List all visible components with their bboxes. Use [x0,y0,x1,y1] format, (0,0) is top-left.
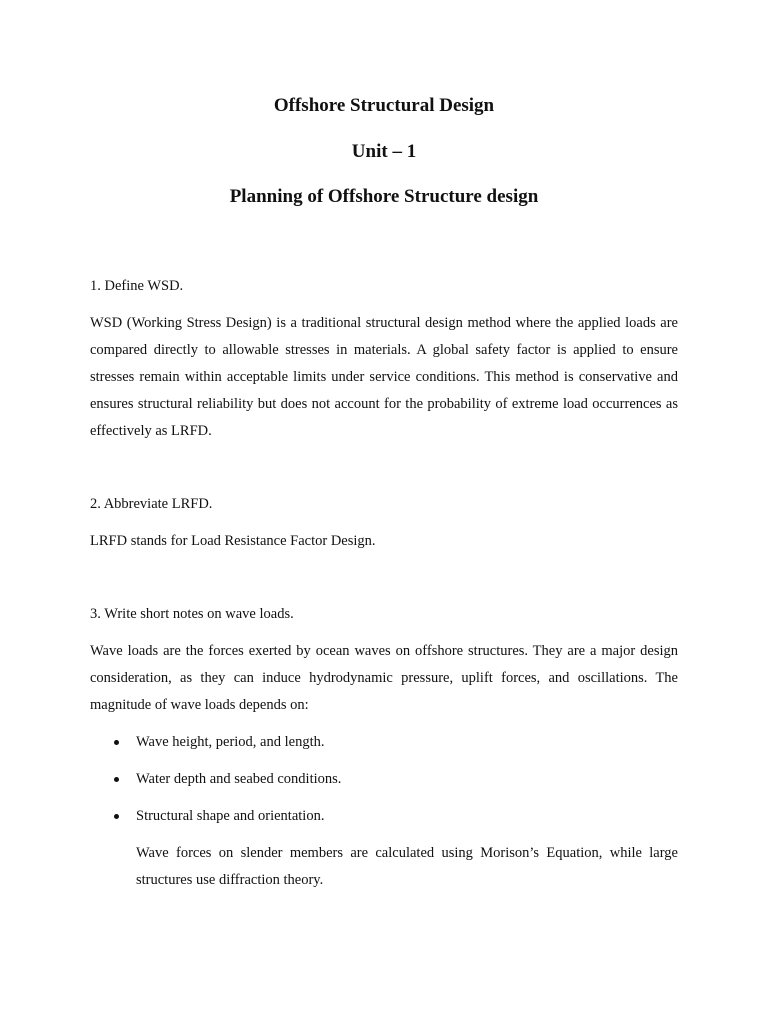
question-2: 2. Abbreviate LRFD. [90,496,213,512]
list-item [90,729,678,756]
wave-load-factors-list [90,729,678,830]
bullet-icon [114,814,119,819]
closing-paragraph: Wave forces on slender members are calculated using Morison’s Equation, while large structures use diffraction theory. [136,845,678,888]
list-item [90,803,678,830]
answer-1: WSD (Working Stress Design) is a traditional structural design method where the applied loads are compared directly to allowable stresses in materials. A global safety factor is applied to ensure stresses remain within acceptable limits under service conditions. This method is conservative and ensures structural reliability but does not account for the probability of extreme load occurrences as effectively as LRFD. [90,315,678,439]
section-2 [90,491,678,555]
document-title: Offshore Structural Design [273,95,495,116]
question-3: 3. Write short notes on wave loads. [90,606,294,622]
answer-2: LRFD stands for Load Resistance Factor Design. [90,533,376,549]
answer-3: Wave loads are the forces exerted by ocean waves on offshore structures. They are a major design consideration, as they can induce hydrodynamic pressure, uplift forces, and oscillations. The magnitude of wave loads depends on: [90,643,678,713]
question-1: 1. Define WSD. [90,278,184,294]
list-item [90,766,678,793]
section-1 [90,273,678,445]
section-3 [90,601,678,894]
list-item-text: Wave height, period, and length. [136,734,325,750]
unit-heading: Unit – 1 [351,141,417,162]
list-item-text: Structural shape and orientation. [136,808,325,824]
document-subtitle: Planning of Offshore Structure design [229,186,539,207]
bullet-icon [114,740,119,745]
bullet-icon [114,777,119,782]
list-item-text: Water depth and seabed conditions. [136,771,342,787]
